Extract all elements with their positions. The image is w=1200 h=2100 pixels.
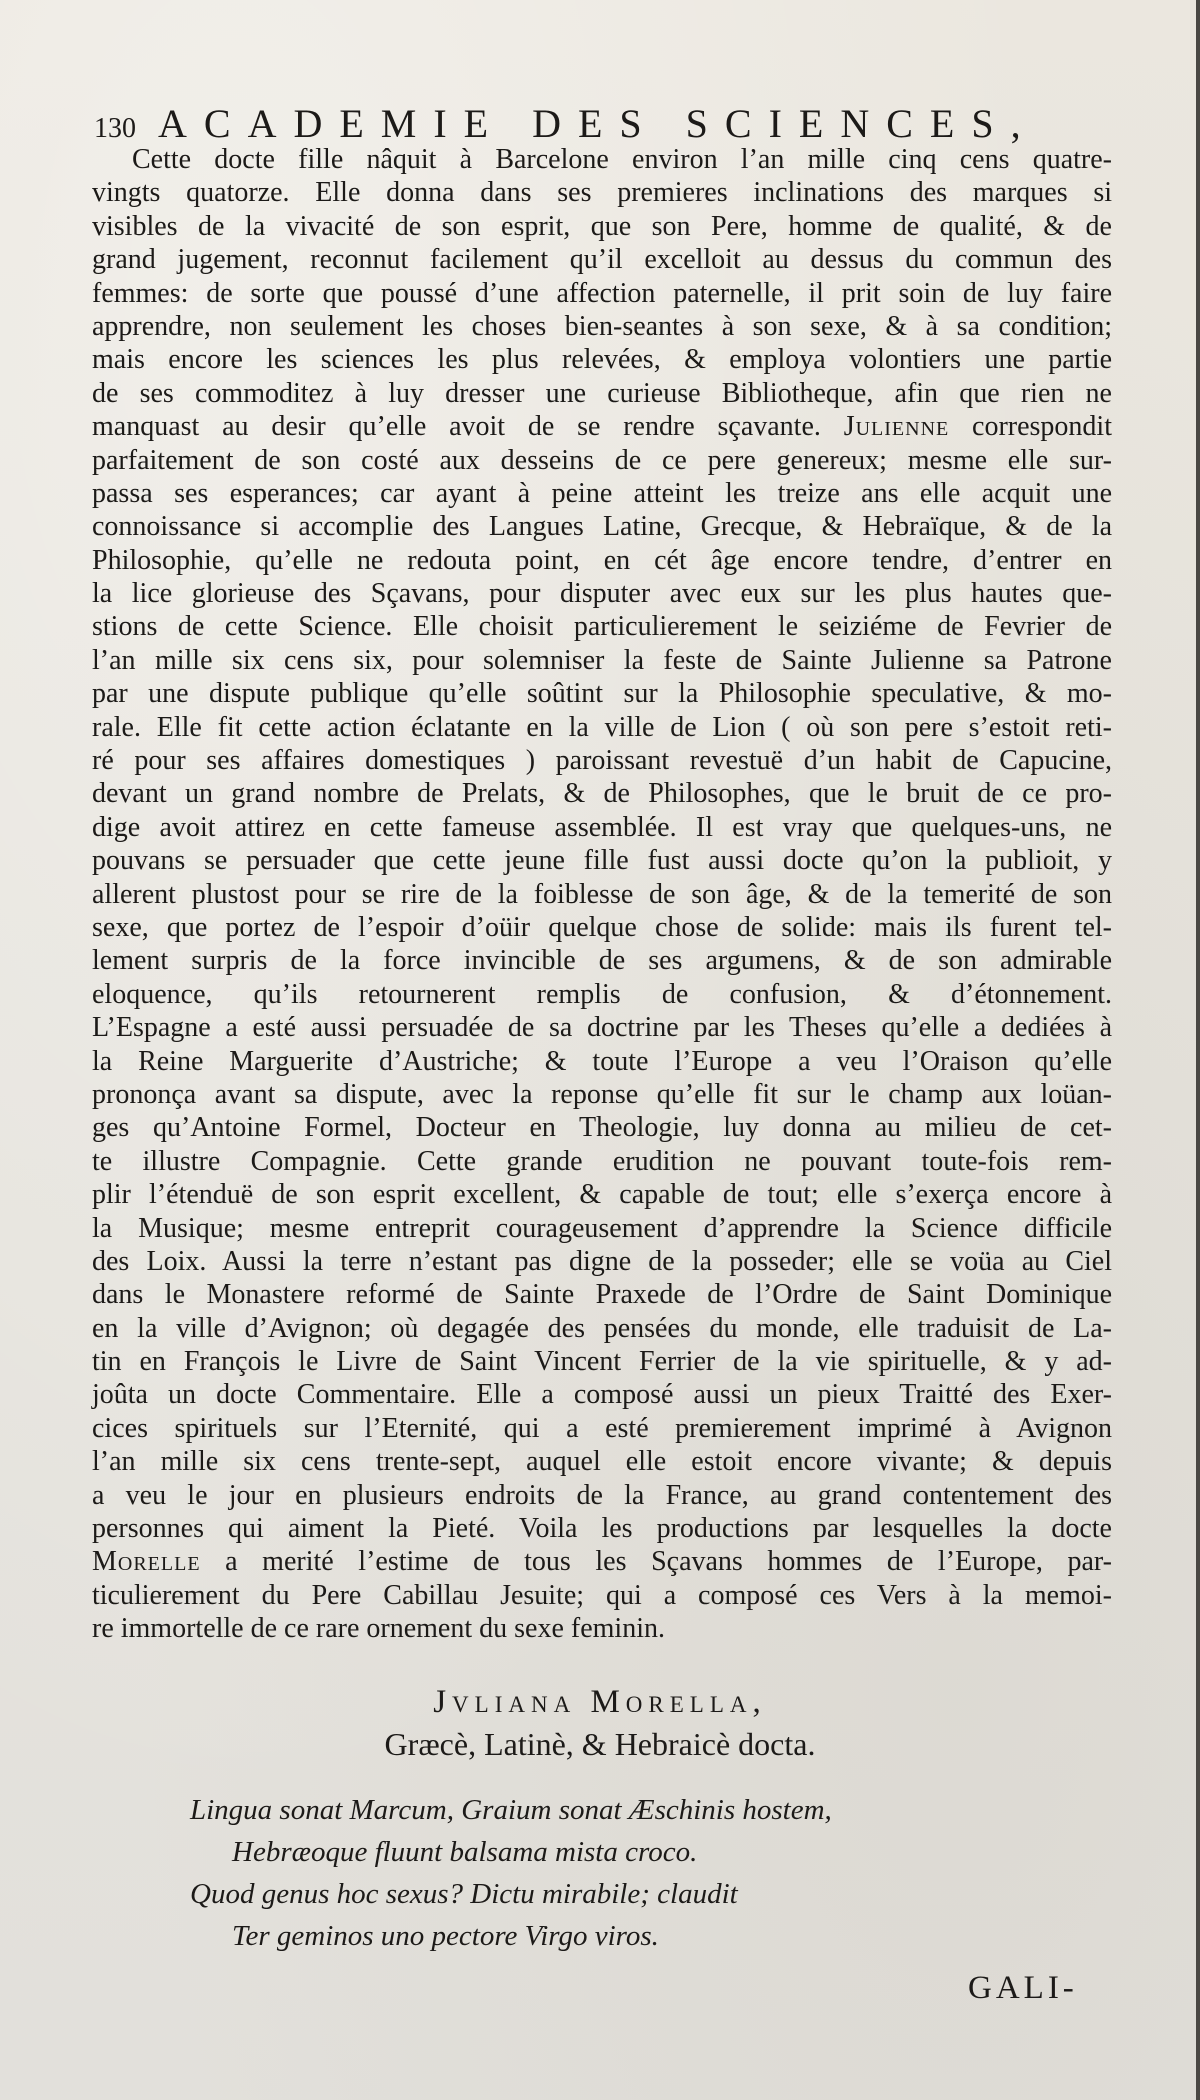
text-line: grand jugement, reconnut facilement qu’il excelloit au dessus du commun des (92, 244, 1112, 276)
name-morelle: Morelle (92, 1546, 201, 1578)
verse-line: Hebræoque fluunt balsama mista croco. (232, 1836, 698, 1868)
text-line-with-name (92, 1545, 1112, 1578)
text-line: mais encore les sciences les plus relevées, & employa volontiers une partie (92, 344, 1112, 376)
poem-title: Jvliana Morella, (433, 1684, 767, 1720)
poem-subtitle: Græcè, Latinè, & Hebraicè docta. (384, 1726, 816, 1762)
text-line: par une dispute publique qu’elle soûtint sur la Philosophie speculative, & mo- (92, 678, 1112, 710)
text-line: en la ville d’Avignon; où degagée des pensées du monde, elle traduisit de La- (92, 1312, 1112, 1344)
page-title: ACADEMIE DES SCIENCES, (158, 101, 1038, 146)
text-line: stions de cette Science. Elle choisit particulierement le seiziéme de Fevrier de (92, 611, 1112, 643)
text-line: personnes qui aiment la Pieté. Voila les productions par lesquelles la docte (92, 1513, 1112, 1545)
text-line: visibles de la vivacité de son esprit, que son Pere, homme de qualité, & de (92, 210, 1112, 242)
text-line: re immortelle de ce rare ornement du sexe feminin. (92, 1613, 665, 1645)
text-line: lement surpris de la force invincible de ses argumens, & de son admirable (92, 945, 1112, 977)
text-line: eloquence, qu’ils retournerent remplis de confusion, & d’étonnement. (92, 978, 1112, 1010)
text-line: te illustre Compagnie. Cette grande erudition ne pouvant toute-fois rem- (92, 1145, 1112, 1177)
text-line: L’Espagne a esté aussi persuadée de sa doctrine par les Theses qu’elle a dediées à (92, 1012, 1112, 1044)
text-line: devant un grand nombre de Prelats, & de Philosophes, que le bruit de ce pro- (92, 778, 1112, 810)
text-line: des Loix. Aussi la terre n’estant pas digne de la posseder; elle se voüa au Ciel (92, 1245, 1112, 1277)
text-line: l’an mille six cens trente-sept, auquel elle estoit encore vivante; & depuis (92, 1446, 1112, 1478)
running-head (94, 100, 1114, 144)
verse-line: Lingua sonat Marcum, Graium sonat Æschinis hostem, (190, 1794, 832, 1826)
text-line: Cette docte fille nâquit à Barcelone environ l’an mille cinq cens quatre- (132, 144, 1112, 175)
body-paragraph (92, 143, 1112, 1646)
text-line: rale. Elle fit cette action éclatante en la ville de Lion ( où son pere s’estoit reti- (92, 711, 1112, 743)
text-line: pouvans se persuader que cette jeune fille fust aussi docte qu’on la publioit, y (92, 845, 1112, 877)
text-line: la Reine Marguerite d’Austriche; & toute l’Europe a veu l’Oraison qu’elle (92, 1045, 1112, 1077)
text-fragment: manquast au desir qu’elle avoit de se rendre sçavante. (92, 411, 821, 443)
text-line: connoissance si accomplie des Langues Latine, Grecque, & Hebraïque, & de la (92, 511, 1112, 543)
text-line: ges qu’Antoine Formel, Docteur en Theologie, luy donna au milieu de cet- (92, 1112, 1112, 1144)
text-line: sexe, que portez de l’espoir d’oüir quelque chose de solide: mais ils furent tel- (92, 911, 1112, 943)
text-line: tin en François le Livre de Saint Vincent Ferrier de la vie spirituelle, & y ad- (92, 1346, 1112, 1378)
text-line: dans le Monastere reformé de Sainte Praxede de l’Ordre de Saint Dominique (92, 1279, 1112, 1311)
text-line: joûta un docte Commentaire. Elle a composé aussi un pieux Traitté des Exer- (92, 1379, 1112, 1411)
text-line: parfaitement de son costé aux desseins de ce pere genereux; mesme elle sur- (92, 444, 1112, 476)
text-line: apprendre, non seulement les choses bien-seantes à son sexe, & à sa condition; (92, 310, 1112, 342)
text-line: dige avoit attirez en cette fameuse assemblée. Il est vray que quelques-uns, ne (92, 811, 1112, 843)
text-line: passa ses esperances; car ayant à peine atteint les treize ans elle acquit une (92, 477, 1112, 509)
text-line: prononça avant sa dispute, avec la reponse qu’elle fit sur le champ aux loüan- (92, 1078, 1112, 1110)
text-line: a veu le jour en plusieurs endroits de la France, au grand contentement des (92, 1479, 1112, 1511)
text-line: l’an mille six cens six, pour solemniser la feste de Sainte Julienne sa Patrone (92, 644, 1112, 676)
text-line: allerent plustost pour se rire de la foiblesse de son âge, & de la temerité de son (92, 878, 1112, 910)
verse-line: Quod genus hoc sexus? Dictu mirabile; claudit (190, 1878, 738, 1910)
name-julienne: Julienne (843, 411, 950, 443)
text-line: la lice glorieuse des Sçavans, pour disputer avec eux sur les plus hautes que- (92, 578, 1112, 610)
text-line: la Musique; mesme entreprit courageusement d’apprendre la Science difficile (92, 1212, 1112, 1244)
text-line: femmes: de sorte que poussé d’une affection paternelle, il prit soin de luy faire (92, 277, 1112, 309)
verse-line: Ter geminos uno pectore Virgo viros. (232, 1920, 659, 1952)
text-line: cices spirituels sur l’Eternité, qui a esté premierement imprimé à Avignon (92, 1412, 1112, 1444)
text-fragment: correspondit (972, 411, 1112, 443)
text-fragment: a merité l’estime de tous les Sçavans hommes de l’Europe, par- (225, 1546, 1113, 1578)
text-line: vingts quatorze. Elle donna dans ses premieres inclinations des marques si (92, 177, 1112, 209)
page-number: 130 (94, 113, 136, 144)
text-line: plir l’étenduë de son esprit excellent, & capable de tout; elle s’exerça encore à (92, 1179, 1112, 1211)
text-line: ré pour ses affaires domestiques ) paroissant revestuë d’un habit de Capucine, (92, 745, 1112, 777)
text-line-with-name (92, 410, 1112, 443)
text-line: de ses commoditez à luy dresser une curieuse Bibliotheque, afin que rien ne (92, 377, 1112, 409)
text-line: ticulierement du Pere Cabillau Jesuite; qui a composé ces Vers à la memoi- (92, 1579, 1112, 1611)
catchword: GALI- (968, 1970, 1078, 2006)
text-line: Philosophie, qu’elle ne redouta point, en cét âge encore tendre, d’entrer en (92, 544, 1112, 576)
